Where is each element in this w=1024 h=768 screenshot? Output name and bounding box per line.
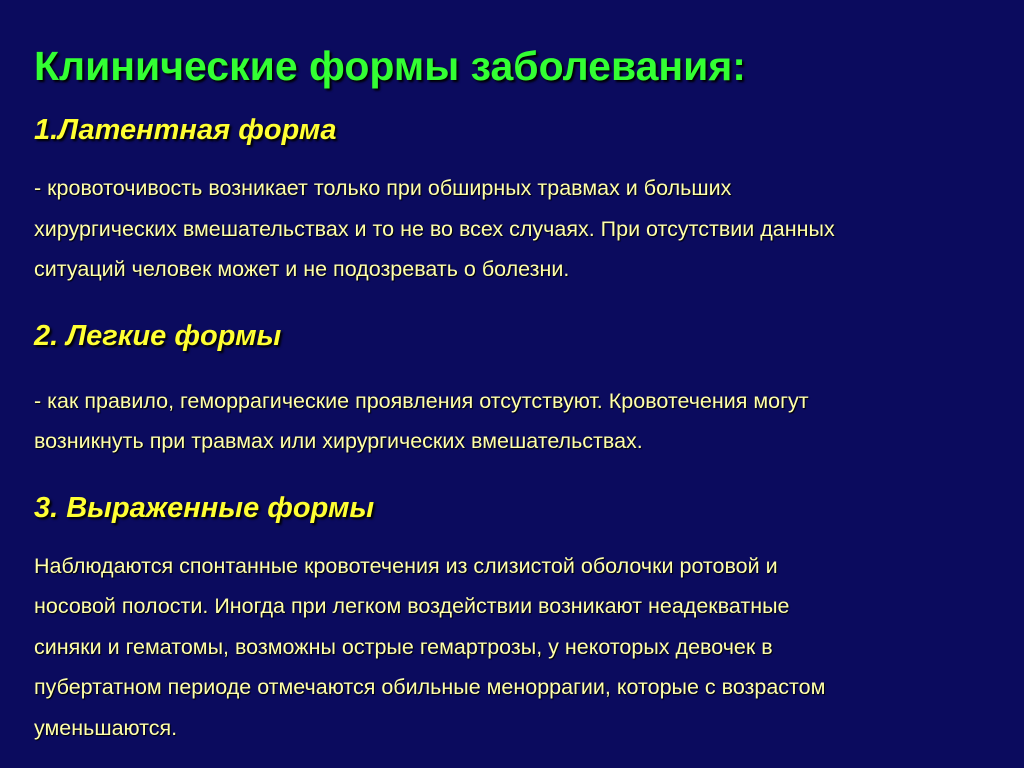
section-text — [34, 546, 984, 749]
text-line: - кровоточивость возникает только при обширных травмах и больших — [34, 176, 732, 200]
text-line: синяки и гематомы, возможны острые гемартрозы, у некоторых девочек в — [34, 634, 773, 659]
section-text — [34, 381, 984, 462]
text-line: возникнуть при травмах или хирургических вмешательствах. — [34, 429, 643, 453]
section-heading: 2. Легкие формы — [34, 319, 282, 352]
section-heading: 3. Выраженные формы — [34, 491, 375, 524]
section-text — [34, 168, 984, 290]
section-heading: 1.Латентная форма — [34, 114, 337, 146]
text-line: пубертатном периоде отмечаются обильные меноррагии, которые с возрастом — [34, 675, 826, 699]
text-line: - как правило, геморрагические проявления отсутствуют. Кровотечения могут — [34, 388, 809, 413]
text-line: уменьшаются. — [34, 715, 178, 740]
section-mild-forms — [34, 316, 984, 462]
text-line: носовой полости. Иногда при легком воздействии возникают неадекватные — [34, 594, 790, 618]
section-latent-form — [34, 110, 984, 290]
text-line: хирургических вмешательствах и то не во всех случаях. При отсутствии данных — [34, 216, 835, 241]
text-line: ситуаций человек может и не подозревать о болезни. — [34, 257, 570, 281]
slide-title: Клинические формы заболевания: — [34, 43, 746, 89]
text-line: Наблюдаются спонтанные кровотечения из слизистой оболочки ротовой и — [34, 553, 778, 578]
section-severe-forms — [34, 488, 984, 749]
